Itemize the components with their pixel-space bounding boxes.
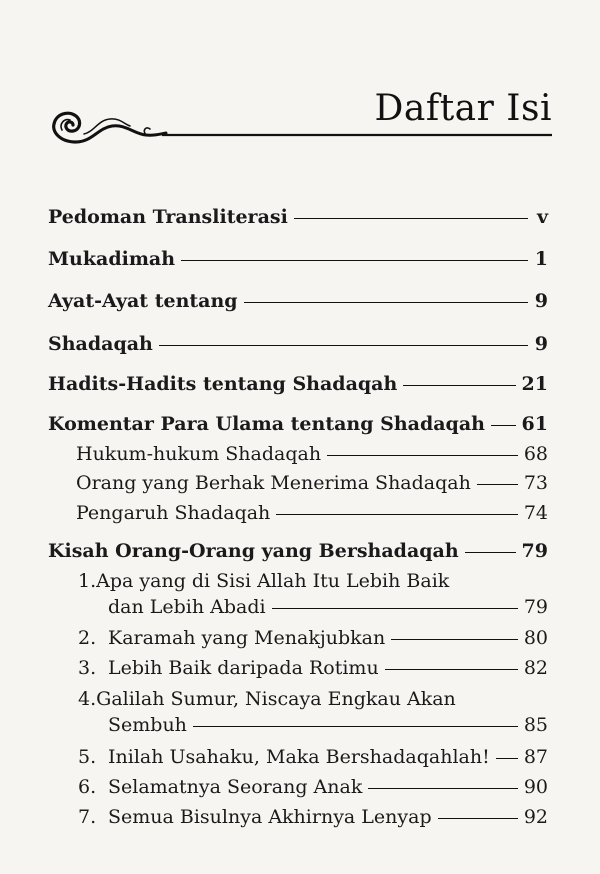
toc-page-number: 68 bbox=[523, 443, 548, 465]
toc-entry-kisah[interactable] bbox=[48, 540, 548, 570]
toc-entry-komentar[interactable] bbox=[48, 413, 548, 443]
toc-story-2[interactable] bbox=[78, 627, 548, 657]
toc-entry-label bbox=[78, 776, 362, 798]
toc-story-1-line1[interactable] bbox=[78, 570, 449, 592]
toc-entry-label: Komentar Para Ulama tentang Shadaqah bbox=[48, 413, 485, 435]
toc-story-4[interactable] bbox=[108, 714, 548, 744]
leader-line bbox=[368, 788, 517, 789]
toc-page-number: 79 bbox=[523, 596, 548, 618]
toc-entry-label: Shadaqah bbox=[48, 333, 153, 355]
toc-entry-label: Kisah Orang-Orang yang Bershadaqah bbox=[48, 540, 459, 562]
toc-entry-hadits[interactable] bbox=[48, 373, 548, 403]
leader-line bbox=[391, 639, 518, 640]
toc-entry-label bbox=[78, 627, 385, 649]
toc-entry-label: Ayat-Ayat tentang bbox=[48, 290, 238, 312]
toc-page-number: v bbox=[536, 206, 548, 228]
toc-entry-label: Galilah Sumur, Niscaya Engkau Akan bbox=[96, 688, 456, 710]
toc-page-number: 87 bbox=[523, 746, 548, 768]
story-number: 5. bbox=[78, 746, 97, 768]
toc-entry-ayat[interactable] bbox=[48, 290, 548, 320]
story-number: 1. bbox=[78, 570, 97, 592]
toc-story-7[interactable] bbox=[78, 806, 548, 836]
toc-page-number: 1 bbox=[534, 248, 548, 270]
toc-entry-label: Hadits-Hadits tentang Shadaqah bbox=[48, 373, 398, 395]
toc-entry-label bbox=[78, 746, 490, 768]
story-number: 4. bbox=[78, 688, 97, 710]
toc-page-number: 82 bbox=[523, 657, 548, 679]
toc-subentry-hukum[interactable] bbox=[76, 443, 548, 473]
leader-line bbox=[272, 608, 518, 609]
swirl-ornament-icon bbox=[42, 104, 552, 154]
toc-story-5[interactable] bbox=[78, 746, 548, 776]
story-title: Inilah Usahaku, Maka Bershadaqahlah! bbox=[108, 746, 490, 768]
leader-line bbox=[276, 514, 518, 515]
page-title: Daftar Isi bbox=[374, 88, 552, 129]
leader-line bbox=[294, 218, 528, 219]
toc-page-number: 21 bbox=[521, 373, 548, 395]
toc-entry-label: Orang yang Berhak Menerima Shadaqah bbox=[76, 472, 471, 494]
story-number: 2. bbox=[78, 627, 97, 649]
toc-entry-label: Mukadimah bbox=[48, 248, 176, 270]
toc-page-number: 74 bbox=[523, 502, 548, 524]
leader-line bbox=[491, 425, 516, 426]
toc-page-number: 85 bbox=[523, 714, 548, 736]
toc-entry-label: Apa yang di Sisi Allah Itu Lebih Baik bbox=[96, 570, 450, 592]
toc-entry-label bbox=[78, 806, 432, 828]
toc-entry-label bbox=[78, 657, 379, 679]
leader-line bbox=[477, 484, 518, 485]
story-title: Karamah yang Menakjubkan bbox=[108, 627, 386, 649]
leader-line bbox=[403, 385, 515, 386]
toc-story-6[interactable] bbox=[78, 776, 548, 806]
toc-page-number: 61 bbox=[521, 413, 548, 435]
toc-entry-label: Sembuh bbox=[108, 714, 187, 736]
toc-page-number: 9 bbox=[534, 333, 548, 355]
leader-line bbox=[327, 455, 518, 456]
toc-subentry-berhak[interactable] bbox=[76, 472, 548, 502]
toc-entry-label: Pedoman Transliterasi bbox=[48, 206, 288, 228]
leader-line bbox=[244, 302, 528, 303]
leader-line bbox=[465, 552, 516, 553]
toc-page-number: 80 bbox=[523, 627, 548, 649]
story-title: Lebih Baik daripada Rotimu bbox=[108, 657, 379, 679]
toc-subentry-pengaruh[interactable] bbox=[76, 502, 548, 532]
toc-page-number: 73 bbox=[523, 472, 548, 494]
leader-line bbox=[385, 669, 518, 670]
toc-entry-mukadimah[interactable] bbox=[48, 248, 548, 278]
leader-line bbox=[496, 758, 518, 759]
leader-line bbox=[438, 818, 518, 819]
toc-entry-label: Pengaruh Shadaqah bbox=[76, 502, 271, 524]
toc-entry-label: Hukum-hukum Shadaqah bbox=[76, 443, 322, 465]
story-title: Selamatnya Seorang Anak bbox=[108, 776, 363, 798]
toc-story-1[interactable] bbox=[108, 596, 548, 626]
leader-line bbox=[159, 345, 528, 346]
leader-line bbox=[193, 726, 518, 727]
toc-page-number: 9 bbox=[534, 290, 548, 312]
toc-entry-label: dan Lebih Abadi bbox=[108, 596, 266, 618]
story-number: 3. bbox=[78, 657, 97, 679]
story-title: Semua Bisulnya Akhirnya Lenyap bbox=[108, 806, 432, 828]
toc-entry-shadaqah[interactable] bbox=[48, 333, 548, 363]
toc-page-number: 79 bbox=[521, 540, 548, 562]
toc-page-number: 90 bbox=[523, 776, 548, 798]
toc-story-4-line1[interactable] bbox=[78, 688, 456, 710]
leader-line bbox=[181, 260, 528, 261]
story-number: 7. bbox=[78, 806, 97, 828]
toc-entry-transliterasi[interactable] bbox=[48, 206, 548, 236]
story-number: 6. bbox=[78, 776, 97, 798]
toc-story-3[interactable] bbox=[78, 657, 548, 687]
toc-page-number: 92 bbox=[523, 806, 548, 828]
